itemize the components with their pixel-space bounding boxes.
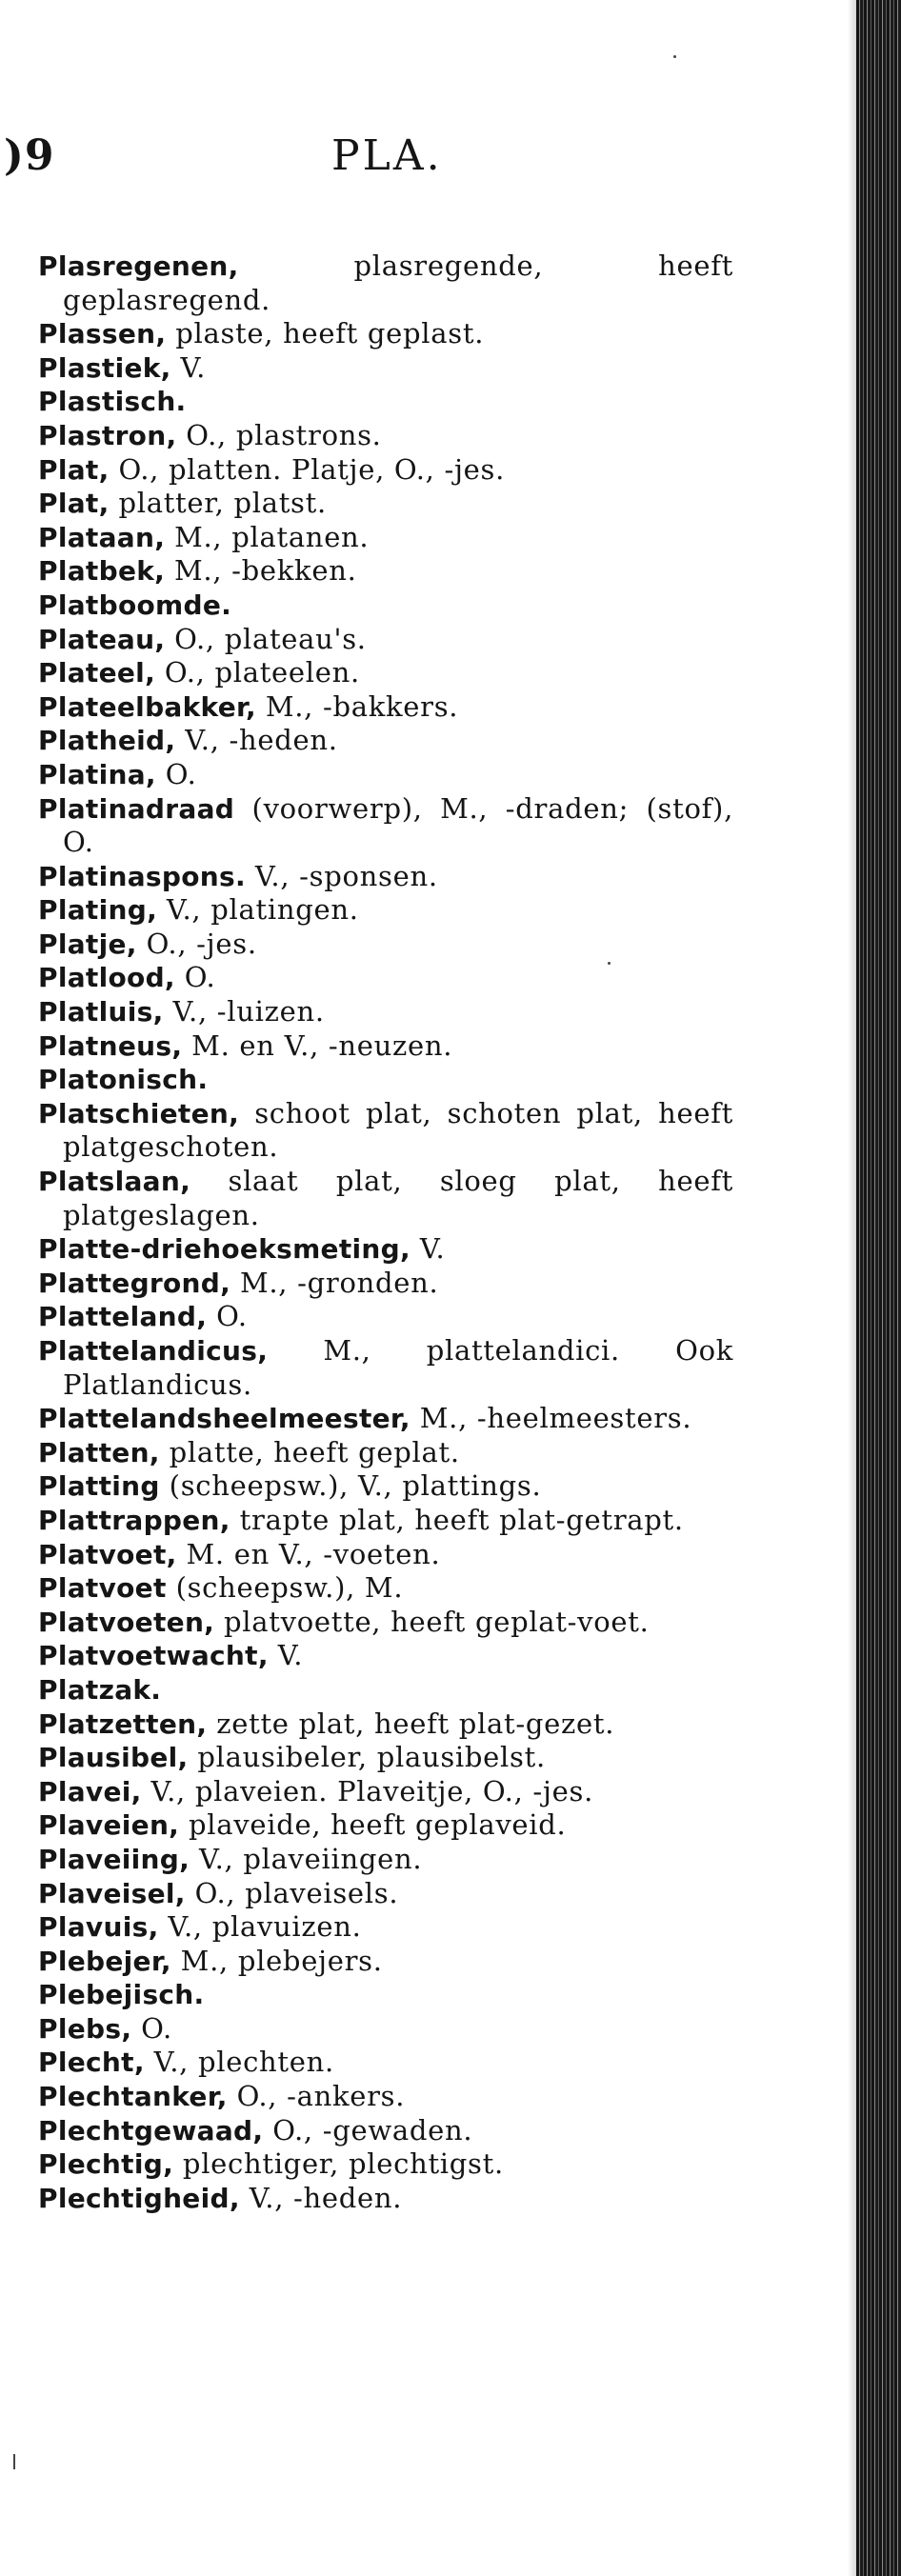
dictionary-entry xyxy=(38,2080,733,2114)
entry-definition: V., -heden. xyxy=(175,724,338,757)
dictionary-entry xyxy=(38,1741,733,1775)
entry-headword: Platte-driehoeksmeting, xyxy=(38,1233,410,1266)
entry-headword: Platting xyxy=(38,1470,160,1503)
entry-definition: M., -heelmeesters. xyxy=(410,1402,692,1435)
dictionary-entry xyxy=(38,1606,733,1640)
dictionary-entry xyxy=(38,487,733,521)
page-edge-shadow xyxy=(848,0,856,2576)
entry-headword: Platbek, xyxy=(38,555,166,588)
dictionary-entry xyxy=(38,1029,733,1064)
entry-headword: Platzak. xyxy=(38,1673,162,1706)
entry-definition: M., -gronden. xyxy=(230,1266,439,1299)
paper-speck xyxy=(13,2454,15,2469)
entry-headword: Platboomde. xyxy=(38,589,232,621)
entry-headword: Platten, xyxy=(38,1436,160,1468)
dictionary-entry xyxy=(38,521,733,555)
paper-speck xyxy=(608,962,611,965)
entry-definition: O., -jes. xyxy=(136,927,257,960)
dictionary-entry xyxy=(38,623,733,657)
dictionary-entry xyxy=(38,419,733,453)
entry-headword: Platslaan, xyxy=(38,1166,191,1198)
entry-definition: O., plaveisels. xyxy=(185,1876,399,1909)
entry-headword: Plattelandsheelmeester, xyxy=(38,1403,410,1435)
dictionary-entry xyxy=(38,2012,733,2047)
entry-definition: (scheepsw.), V., plattings. xyxy=(159,1469,542,1503)
entry-definition: O., -gewaden. xyxy=(263,2113,473,2147)
entry-definition: platter, platst. xyxy=(109,487,327,520)
entry-definition: plechtiger, plechtigst. xyxy=(173,2147,504,2181)
entry-definition: plausibeler, plausibelst. xyxy=(188,1741,546,1774)
paper-speck xyxy=(673,55,676,58)
dictionary-entry xyxy=(38,893,733,928)
entry-definition: O. xyxy=(131,2011,172,2045)
entry-definition: M. en V., -neuzen. xyxy=(182,1028,453,1062)
entry-headword: Plaveien, xyxy=(38,1809,180,1842)
entry-definition: O., platten. Platje, O., -jes. xyxy=(109,452,506,486)
dictionary-entry xyxy=(38,2046,733,2080)
entry-headword: Platina, xyxy=(38,758,156,790)
entry-headword: Platinaspons. xyxy=(38,860,246,892)
dictionary-entry xyxy=(38,1639,733,1673)
entry-definition: V., plaveiingen. xyxy=(190,1842,423,1875)
entry-headword: Plattelandicus, xyxy=(38,1335,269,1367)
entry-headword: Plattrappen, xyxy=(38,1504,230,1536)
dictionary-entry xyxy=(38,1673,733,1707)
entry-headword: Plastron, xyxy=(38,419,177,451)
dictionary-entry xyxy=(38,1877,733,1911)
page-header xyxy=(0,131,848,189)
entry-headword: Platlood, xyxy=(38,962,175,994)
entry-definition: O. xyxy=(207,1300,248,1333)
entry-definition: V., -sponsen. xyxy=(245,859,438,892)
entry-definition: (scheepsw.), M. xyxy=(166,1571,404,1605)
entry-headword: Platvoeten, xyxy=(38,1606,215,1638)
dictionary-entry xyxy=(38,1063,733,1097)
dictionary-entry xyxy=(38,317,733,351)
entry-headword: Platheid, xyxy=(38,725,176,757)
entry-headword: Plebs, xyxy=(38,2012,132,2045)
dictionary-entry xyxy=(38,724,733,758)
entry-definition: schoot plat, schoten plat, heeft platgeschoten. xyxy=(63,1096,733,1164)
dictionary-entry xyxy=(38,1775,733,1809)
page-number: )9 xyxy=(4,131,55,180)
entry-definition: M., -bekken. xyxy=(165,554,357,588)
entry-headword: Platschieten, xyxy=(38,1097,240,1129)
entry-headword: Plateau, xyxy=(38,623,166,655)
entry-headword: Platteland, xyxy=(38,1301,208,1333)
entry-headword: Plebejisch. xyxy=(38,1979,205,2011)
dictionary-entry xyxy=(38,1097,733,1165)
entry-headword: Plastiek, xyxy=(38,351,171,384)
entry-definition: O. xyxy=(155,757,197,790)
entry-headword: Platneus, xyxy=(38,1029,183,1062)
dictionary-entry xyxy=(38,1504,733,1538)
dictionary-entry xyxy=(38,1402,733,1436)
dictionary-entry xyxy=(38,928,733,962)
entry-headword: Plechtigheid, xyxy=(38,2182,240,2214)
entry-definition: M., plattelandici. Ook Platlandicus. xyxy=(63,1334,733,1401)
entry-headword: Platinadraad xyxy=(38,792,235,825)
entry-definition: V., plechten. xyxy=(144,2046,334,2079)
entry-headword: Plaveisel, xyxy=(38,1877,186,1909)
dictionary-entry xyxy=(38,1843,733,1877)
dictionary-entry xyxy=(38,1334,733,1402)
entry-headword: Platje, xyxy=(38,928,137,960)
entry-definition: V., plaveien. Plaveitje, O., -jes. xyxy=(141,1774,593,1807)
dictionary-entry xyxy=(38,589,733,623)
entry-headword: Plechtanker, xyxy=(38,2081,228,2113)
entry-headword: Plecht, xyxy=(38,2047,145,2079)
entry-definition: O., plastrons. xyxy=(176,418,382,451)
entry-definition: O., -ankers. xyxy=(227,2080,406,2113)
dictionary-entry xyxy=(38,860,733,894)
entry-definition: V. xyxy=(410,1232,446,1266)
entry-headword: Plateel, xyxy=(38,657,156,689)
dictionary-entry xyxy=(38,1808,733,1843)
entry-headword: Platvoet xyxy=(38,1572,167,1605)
entry-headword: Plat, xyxy=(38,488,110,520)
dictionary-entry xyxy=(38,351,733,386)
entry-definition: M. en V., -voeten. xyxy=(176,1537,441,1570)
entry-definition: zette plat, heeft plat-gezet. xyxy=(207,1707,615,1740)
entry-definition: V. xyxy=(268,1639,304,1672)
entry-headword: Plebejer, xyxy=(38,1945,171,1977)
dictionary-entry xyxy=(38,385,733,419)
entry-headword: Plateelbakker, xyxy=(38,690,256,723)
entry-definition: (voorwerp), M., -draden; (stof), O. xyxy=(63,791,733,859)
entry-definition: M., plebejers. xyxy=(170,1944,383,1977)
entry-list xyxy=(38,250,733,2215)
dictionary-entry xyxy=(38,961,733,995)
dictionary-entry xyxy=(38,453,733,488)
dictionary-entry xyxy=(38,1300,733,1334)
entry-definition: trapte plat, heeft plat-getrapt. xyxy=(230,1503,684,1536)
entry-definition: M., -bakkers. xyxy=(255,689,459,723)
entry-definition: O., plateelen. xyxy=(155,656,360,689)
entry-headword: Platluis, xyxy=(38,996,164,1028)
dictionary-entry xyxy=(38,2147,733,2182)
dictionary-entry xyxy=(38,1571,733,1606)
dictionary-entry xyxy=(38,656,733,690)
entry-headword: Plasregenen, xyxy=(38,250,239,282)
entry-headword: Plastisch. xyxy=(38,386,187,418)
entry-definition: V. xyxy=(170,350,207,384)
entry-headword: Platvoet, xyxy=(38,1538,177,1570)
entry-definition: platte, heeft geplat. xyxy=(159,1435,460,1468)
entry-definition: slaat plat, sloeg plat, heeft platgeslagen. xyxy=(63,1165,733,1231)
dictionary-entry xyxy=(38,1945,733,1979)
entry-headword: Plat, xyxy=(38,453,110,486)
running-head: PLA. xyxy=(331,131,443,180)
entry-headword: Plassen, xyxy=(38,318,167,350)
entry-headword: Platzetten, xyxy=(38,1707,208,1740)
entry-definition: plaste, heeft geplast. xyxy=(166,317,485,350)
dictionary-entry xyxy=(38,554,733,589)
dictionary-entry xyxy=(38,2182,733,2216)
entry-headword: Plating, xyxy=(38,894,158,927)
dictionary-entry xyxy=(38,792,733,860)
entry-definition: O. xyxy=(174,961,216,994)
entry-headword: Plattegrond, xyxy=(38,1267,231,1299)
dictionary-entry xyxy=(38,2114,733,2148)
entry-definition: M., platanen. xyxy=(165,520,370,553)
entry-definition: platvoette, heeft geplat-voet. xyxy=(214,1605,650,1638)
entry-headword: Plechtgewaad, xyxy=(38,2114,264,2147)
dictionary-entry xyxy=(38,1707,733,1742)
dictionary-entry xyxy=(38,758,733,792)
entry-definition: V., -heden. xyxy=(239,2181,403,2214)
entry-headword: Plavei, xyxy=(38,1775,142,1807)
dictionary-entry xyxy=(38,1910,733,1945)
dictionary-entry xyxy=(38,1538,733,1572)
dictionary-entry xyxy=(38,250,733,317)
entry-headword: Plavuis, xyxy=(38,1911,159,1944)
dictionary-entry xyxy=(38,1165,733,1232)
entry-definition: plasregende, heeft geplasregend. xyxy=(63,250,733,316)
dictionary-entry xyxy=(38,995,733,1029)
entry-definition: V., -luizen. xyxy=(163,995,325,1028)
dictionary-entry xyxy=(38,1469,733,1504)
entry-definition: V., plavuizen. xyxy=(158,1910,362,1944)
entry-headword: Plataan, xyxy=(38,521,166,553)
entry-headword: Plechtig, xyxy=(38,2148,174,2181)
dictionary-entry xyxy=(38,690,733,725)
entry-definition: plaveide, heeft geplaveid. xyxy=(179,1808,567,1842)
entry-headword: Plausibel, xyxy=(38,1742,189,1774)
entry-headword: Platonisch. xyxy=(38,1064,209,1096)
book-edge xyxy=(856,0,901,2576)
dictionary-entry xyxy=(38,1267,733,1301)
dictionary-entry xyxy=(38,1232,733,1267)
dictionary-entry xyxy=(38,1978,733,2012)
dictionary-entry xyxy=(38,1436,733,1470)
entry-definition: V., platingen. xyxy=(157,893,359,927)
entry-definition: O., plateau's. xyxy=(165,622,367,655)
entry-headword: Plaveiing, xyxy=(38,1843,190,1875)
entry-headword: Platvoetwacht, xyxy=(38,1640,269,1672)
